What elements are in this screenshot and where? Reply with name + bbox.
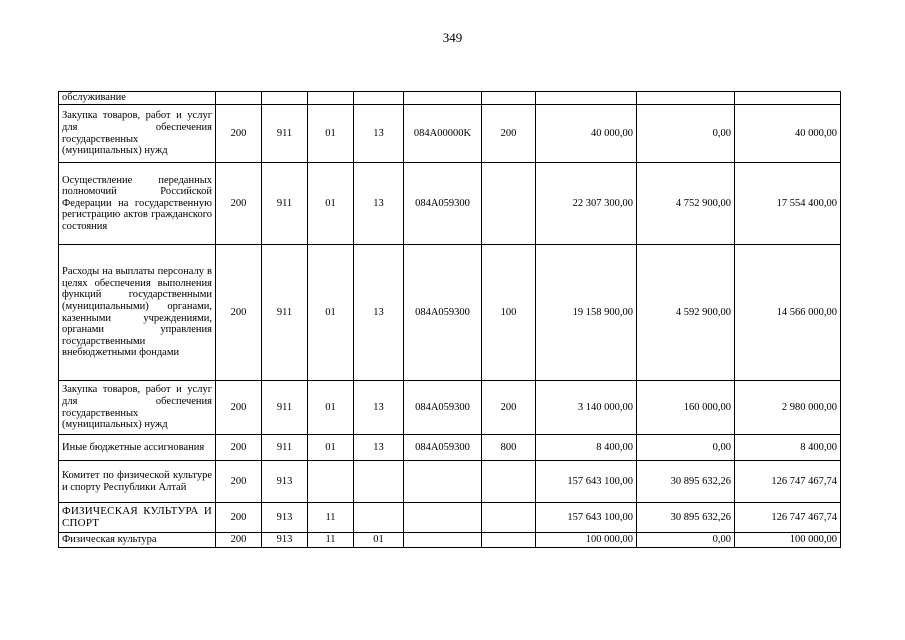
csr-cell	[404, 92, 482, 105]
rz-cell: 01	[308, 435, 354, 461]
table-row	[59, 533, 841, 548]
sum-2-cell: 30 895 632,26	[637, 503, 735, 533]
sum-2-cell: 4 752 900,00	[637, 163, 735, 245]
vr-cell	[482, 163, 536, 245]
rz-cell: 01	[308, 245, 354, 381]
row-name-cell: Иные бюджетные ассигнования	[59, 435, 216, 461]
ved-cell: 200	[216, 381, 262, 435]
sum-3-cell	[735, 92, 841, 105]
rz-cell	[308, 92, 354, 105]
csr-cell: 084A059300	[404, 381, 482, 435]
sum-3-cell: 100 000,00	[735, 533, 841, 548]
pr-cell: 13	[354, 163, 404, 245]
vr-cell: 100	[482, 245, 536, 381]
vr-cell	[482, 503, 536, 533]
vr-cell: 200	[482, 105, 536, 163]
row-name-cell: обслуживание	[59, 92, 216, 105]
sum-1-cell: 157 643 100,00	[536, 503, 637, 533]
sum-3-cell: 126 747 467,74	[735, 503, 841, 533]
vr-cell: 800	[482, 435, 536, 461]
csr-cell	[404, 503, 482, 533]
sum-3-cell: 40 000,00	[735, 105, 841, 163]
sum-1-cell	[536, 92, 637, 105]
ved-cell	[216, 92, 262, 105]
vr-cell: 200	[482, 381, 536, 435]
row-name-cell: ФИЗИЧЕСКАЯ КУЛЬТУРА И СПОРТ	[59, 503, 216, 533]
table-row	[59, 435, 841, 461]
sum-1-cell: 8 400,00	[536, 435, 637, 461]
table-row	[59, 381, 841, 435]
rz-cell: 11	[308, 533, 354, 548]
sum-2-cell: 0,00	[637, 533, 735, 548]
csr-cell: 084A059300	[404, 163, 482, 245]
sum-1-cell: 40 000,00	[536, 105, 637, 163]
table-row	[59, 163, 841, 245]
gr-cell: 911	[262, 435, 308, 461]
rz-cell: 01	[308, 381, 354, 435]
gr-cell: 911	[262, 245, 308, 381]
rz-cell: 01	[308, 163, 354, 245]
pr-cell: 13	[354, 381, 404, 435]
budget-table	[58, 91, 841, 548]
sum-1-cell: 19 158 900,00	[536, 245, 637, 381]
csr-cell: 084A00000K	[404, 105, 482, 163]
gr-cell: 911	[262, 163, 308, 245]
pr-cell	[354, 503, 404, 533]
page-number: 349	[442, 30, 463, 45]
row-name-cell: Закупка товаров, работ и услуг для обеспечения государственных (муниципальных) нужд	[59, 381, 216, 435]
ved-cell: 200	[216, 435, 262, 461]
ved-cell: 200	[216, 533, 262, 548]
sum-1-cell: 157 643 100,00	[536, 461, 637, 503]
vr-cell	[482, 533, 536, 548]
sum-3-cell: 8 400,00	[735, 435, 841, 461]
sum-2-cell: 4 592 900,00	[637, 245, 735, 381]
csr-cell	[404, 461, 482, 503]
gr-cell: 911	[262, 105, 308, 163]
gr-cell	[262, 92, 308, 105]
csr-cell: 084A059300	[404, 435, 482, 461]
sum-3-cell: 2 980 000,00	[735, 381, 841, 435]
row-name-cell: Закупка товаров, работ и услуг для обеспечения государственных (муниципальных) нужд	[59, 105, 216, 163]
table-row	[59, 503, 841, 533]
gr-cell: 913	[262, 533, 308, 548]
rz-cell: 01	[308, 105, 354, 163]
sum-2-cell: 0,00	[637, 105, 735, 163]
rz-cell: 11	[308, 503, 354, 533]
gr-cell: 913	[262, 503, 308, 533]
sum-2-cell: 0,00	[637, 435, 735, 461]
table-row	[59, 245, 841, 381]
table-row	[59, 92, 841, 105]
csr-cell: 084A059300	[404, 245, 482, 381]
ved-cell: 200	[216, 461, 262, 503]
pr-cell: 01	[354, 533, 404, 548]
ved-cell: 200	[216, 105, 262, 163]
vr-cell	[482, 461, 536, 503]
sum-3-cell: 14 566 000,00	[735, 245, 841, 381]
csr-cell	[404, 533, 482, 548]
ved-cell: 200	[216, 503, 262, 533]
table-row	[59, 461, 841, 503]
sum-3-cell: 17 554 400,00	[735, 163, 841, 245]
row-name-cell: Комитет по физической культуре и спорту Республики Алтай	[59, 461, 216, 503]
row-name-cell: Расходы на выплаты персоналу в целях обеспечения выполнения функций государственными (муниципальными) органами, казенными учреждениями, органами управления государственными внебюджетными фондами	[59, 245, 216, 381]
pr-cell	[354, 461, 404, 503]
ved-cell: 200	[216, 245, 262, 381]
vr-cell	[482, 92, 536, 105]
pr-cell	[354, 92, 404, 105]
table-row	[59, 105, 841, 163]
sum-2-cell	[637, 92, 735, 105]
pr-cell: 13	[354, 435, 404, 461]
rz-cell	[308, 461, 354, 503]
sum-3-cell: 126 747 467,74	[735, 461, 841, 503]
row-name-cell: Физическая культура	[59, 533, 216, 548]
sum-1-cell: 100 000,00	[536, 533, 637, 548]
ved-cell: 200	[216, 163, 262, 245]
sum-1-cell: 3 140 000,00	[536, 381, 637, 435]
sum-2-cell: 30 895 632,26	[637, 461, 735, 503]
gr-cell: 911	[262, 381, 308, 435]
sum-1-cell: 22 307 300,00	[536, 163, 637, 245]
row-name-cell: Осуществление переданных полномочий Российской Федерации на государственную регистрацию актов гражданского состояния	[59, 163, 216, 245]
gr-cell: 913	[262, 461, 308, 503]
pr-cell: 13	[354, 245, 404, 381]
sum-2-cell: 160 000,00	[637, 381, 735, 435]
pr-cell: 13	[354, 105, 404, 163]
